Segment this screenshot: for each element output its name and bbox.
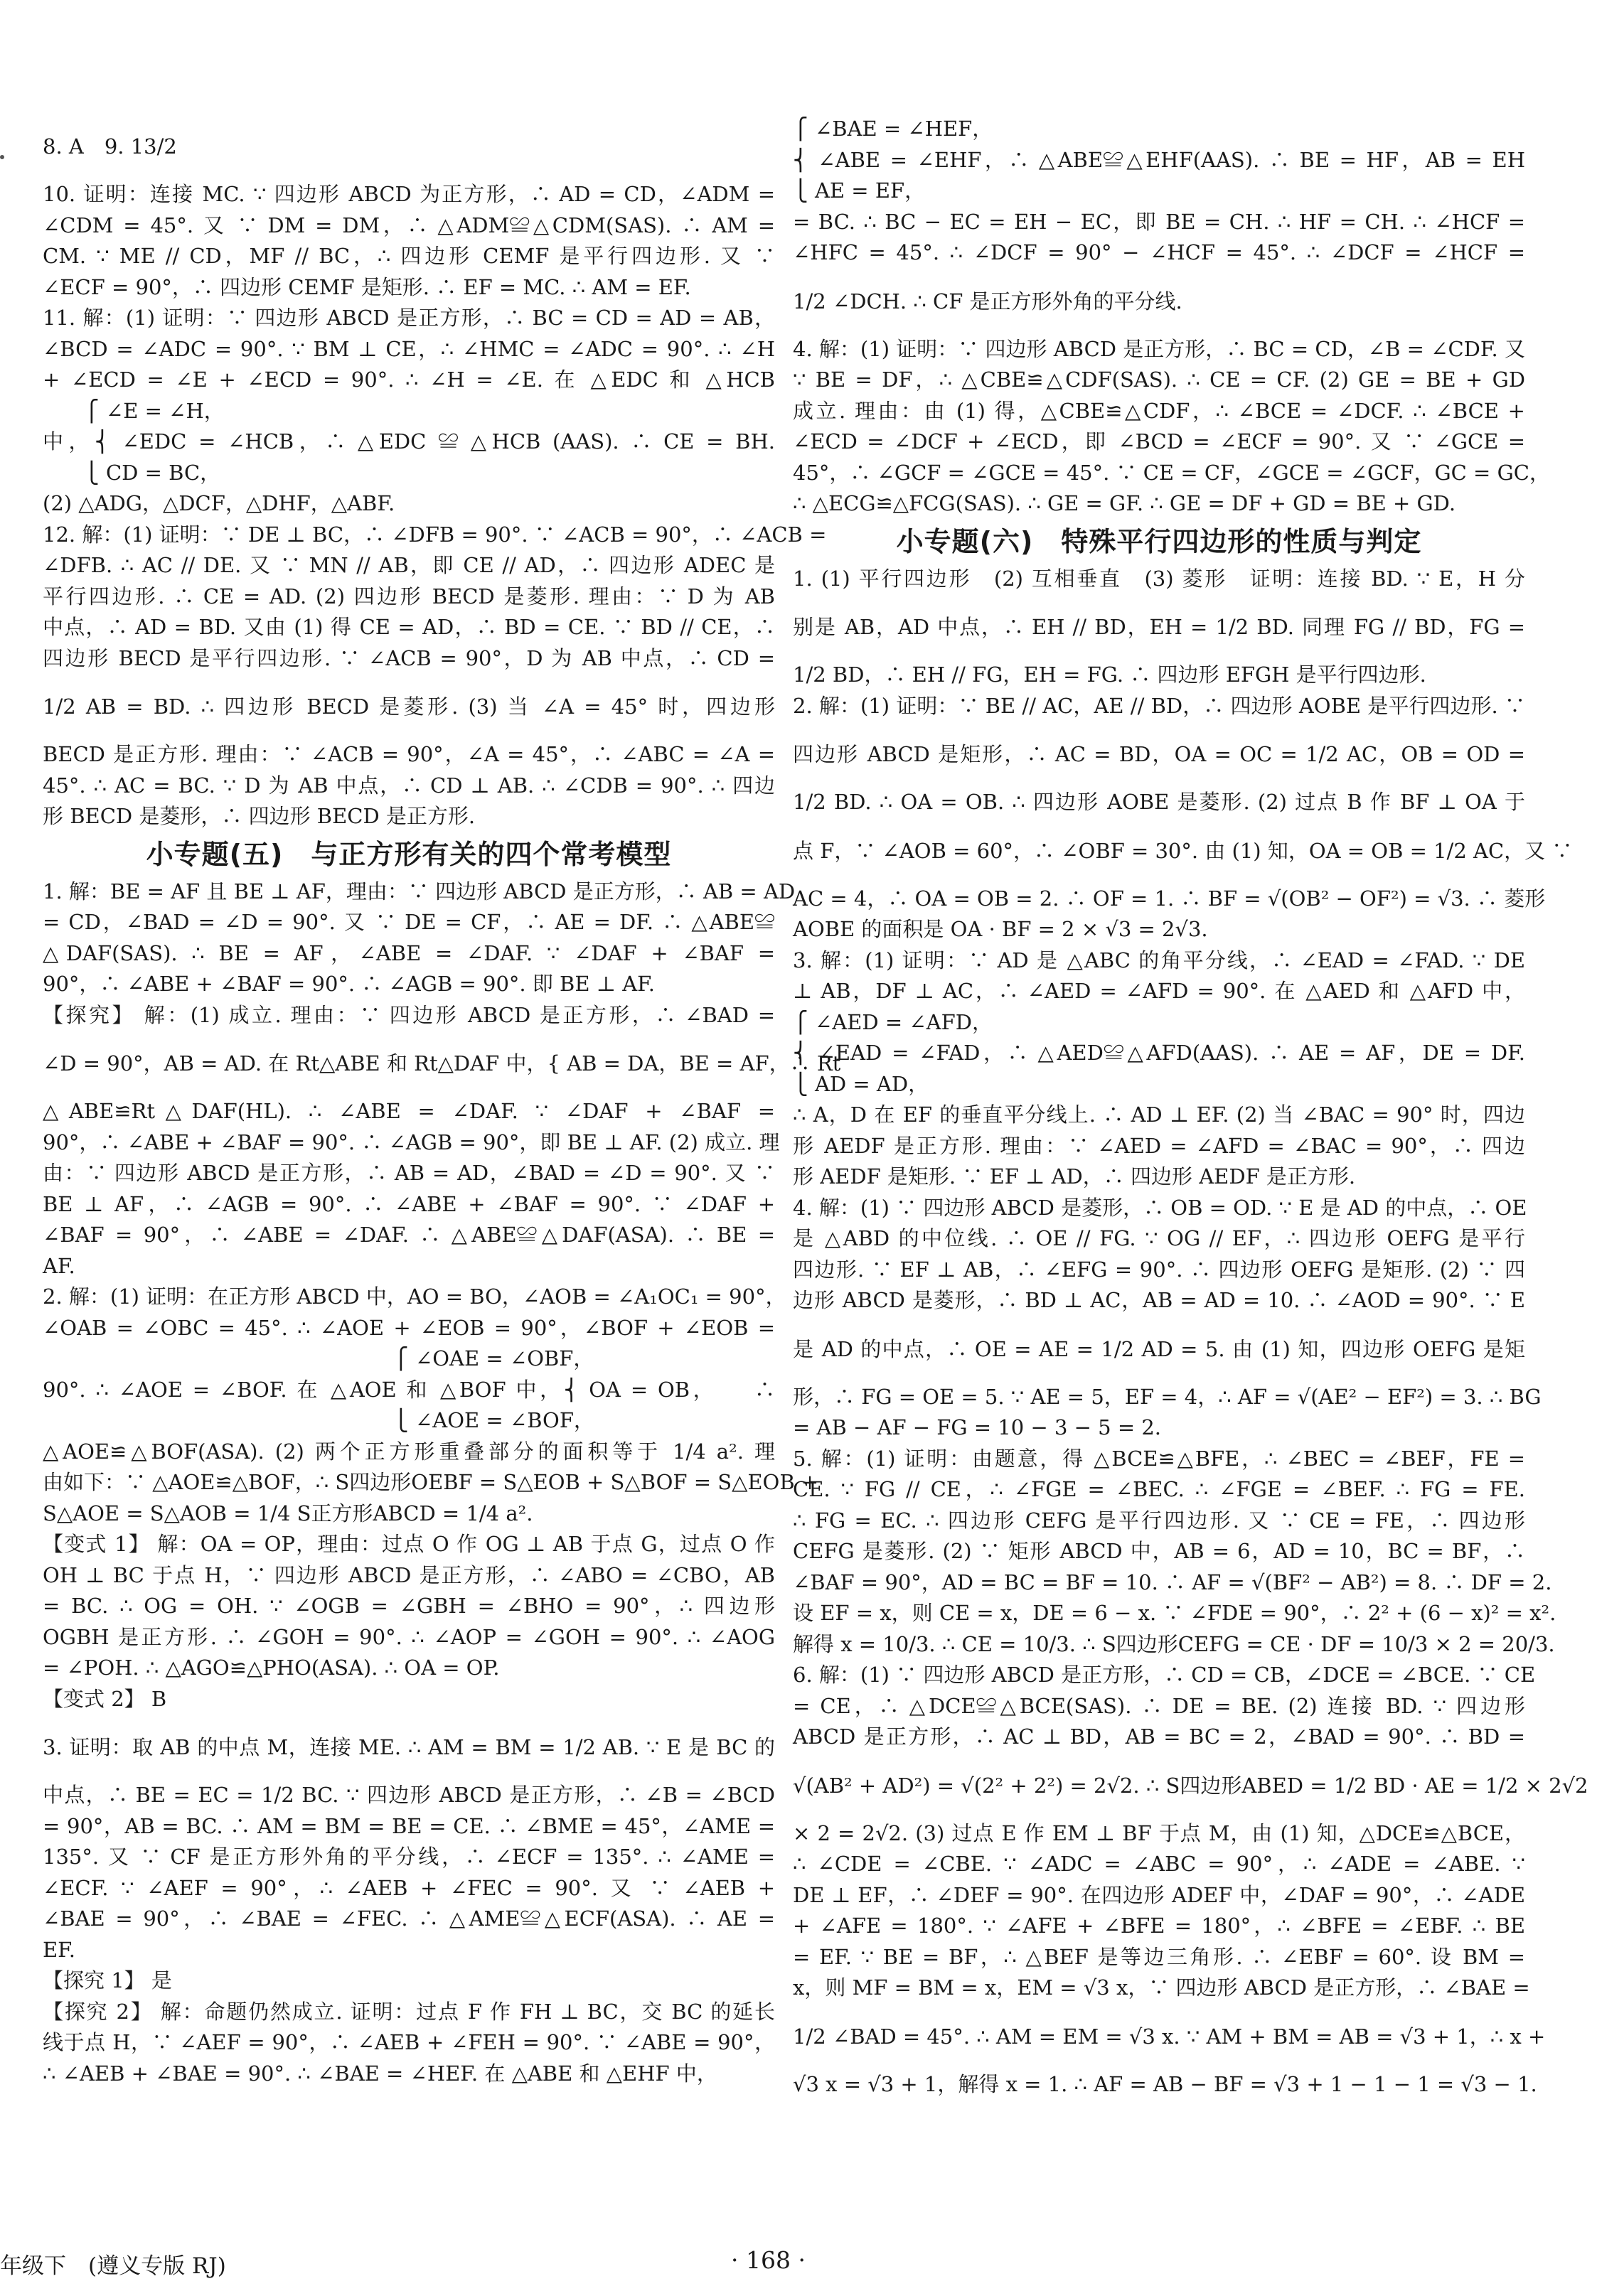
section-heading: 小专题(五) 与正方形有关的四个常考模型 xyxy=(146,838,672,870)
text-line: 是 △ABD 的中位线. ∴ OE // FG. ∵ OG // EF，∴ 四边形 OEFG 是平行 xyxy=(793,1226,1525,1250)
text-line: ∠BAF = 90°，∴ ∠ABE = ∠DAF. ∴ △ABE≌△DAF(ASA). ∴ BE = xyxy=(43,1223,775,1247)
left-column xyxy=(43,114,841,2089)
text-line: × 2 = 2√2. (3) 过点 E 作 EM ⊥ BF 于点 M，由 (1) 知，△DCE≌△BCE， xyxy=(793,1820,1525,1845)
text-line: 平行四边形. ∴ CE = AD. (2) 四边形 BECD 是菱形. 理由：∵ D 为 AB xyxy=(43,584,775,608)
text-line: ∠BAE = 90°，∴ ∠BAE = ∠FEC. ∴ △AME≌△ECF(ASA). ∴ AE = xyxy=(43,1906,775,1931)
text-line: 4. 解：(1) ∵ 四边形 ABCD 是菱形，∴ OB = OD. ∵ E 是 AD 的中点，∴ OE xyxy=(793,1195,1527,1220)
text-line: ∴ △ECG≌△FCG(SAS). ∴ GE = GF. ∴ GE = DF + GD = BE + GD. xyxy=(793,491,1456,515)
text-line: 3. 证明：取 AB 的中点 M，连接 ME. ∴ AM = BM = 1/2 AB. ∵ E 是 BC 的 xyxy=(43,1735,775,1759)
text-line: 1/2 BD，∴ EH // FG，EH = FG. ∴ 四边形 EFGH 是平行四边形. xyxy=(793,662,1426,687)
text-line: √(AB² + AD²) = √(2² + 2²) = 2√2. ∴ S四边形ABED = 1/2 BD · AE = 1/2 × 2√2 xyxy=(793,1773,1588,1798)
text-line: ⎨ ∠ABE = ∠EHF，∴ △ABE≌△EHF(AAS). ∴ BE = HF，AB = EH xyxy=(793,147,1525,172)
text-line: ∠HFC = 45°. ∴ ∠DCF = 90° − ∠HCF = 45°. ∴ ∠DCF = ∠HCF = xyxy=(793,240,1525,264)
text-line: 2. 解：(1) 证明：∵ BE // AC，AE // BD，∴ 四边形 AOBE 是平行四边形. ∵ xyxy=(793,693,1525,718)
text-line: 解得 x = 10/3. ∴ CE = 10/3. ∴ S四边形CEFG = CE · DF = 10/3 × 2 = 20/3. xyxy=(793,1631,1555,1656)
text-line: ABCD 是正方形，∴ AC ⊥ BD，AB = BC = 2，∠BAD = 90°. ∴ BD = xyxy=(793,1724,1525,1749)
text-line: 四边形 BECD 是平行四边形. ∵ ∠ACB = 90°，D 为 AB 中点，∴ CD = xyxy=(43,645,775,670)
margin-dot xyxy=(0,155,4,159)
text-line: △ABE≌Rt△DAF(HL). ∴ ∠ABE = ∠DAF. ∵ ∠DAF + ∠BAF = xyxy=(43,1099,775,1123)
text-line: ∠OAB = ∠OBC = 45°. ∴ ∠AOE + ∠EOB = 90°，∠BOF + ∠EOB = xyxy=(43,1315,775,1340)
text-line: 中，⎨ ∠EDC = ∠HCB，∴ △EDC ≌ △HCB (AAS). ∴ CE = BH. xyxy=(43,429,775,454)
text-line: ⎧ ∠AED = ∠AFD， xyxy=(793,1009,993,1034)
text-line: 形，∴ FG = OE = 5. ∵ AE = 5，EF = 4，∴ AF = √(AE² − EF²) = 3. ∴ BG xyxy=(793,1384,1542,1409)
text-line: ∠BCD = ∠ADC = 90°. ∵ BM ⊥ CE，∴ ∠HMC = ∠ADC = 90°. ∴ ∠H xyxy=(43,336,775,361)
text-line: 【变式 2】 B xyxy=(43,1686,167,1711)
text-line: 135°. 又 ∵ CF 是正方形外角的平分线，∴ ∠ECF = 135°. ∴ ∠AME = xyxy=(43,1845,775,1869)
text-line: OH ⊥ BC 于点 H，∵ 四边形 ABCD 是正方形，∴ ∠ABO = ∠CBO，AB xyxy=(43,1562,775,1587)
text-line: 2. 解：(1) 证明：在正方形 ABCD 中，AO = BO，∠AOB = ∠A₁OC₁ = 90°， xyxy=(43,1284,786,1309)
text-line: 10. 证明：连接 MC. ∵ 四边形 ABCD 为正方形，∴ AD = CD，∠ADM = xyxy=(43,182,775,206)
text-line: ⎧ ∠E = ∠H， xyxy=(43,398,225,423)
text-line: △DAF(SAS). ∴ BE = AF，∠ABE = ∠DAF. ∵ ∠DAF + ∠BAF = xyxy=(43,940,775,965)
text-line: x，则 MF = BM = x，EM = √3 x，∵ 四边形 ABCD 是正方形，∴ ∠BAE = xyxy=(793,1975,1530,2000)
text-line: 形 AEDF 是矩形. ∵ EF ⊥ AD，∴ 四边形 AEDF 是正方形. xyxy=(793,1164,1356,1189)
text-line: 8. A 9. 13/2 xyxy=(43,134,177,159)
text-line: 1/2 ∠DCH. ∴ CF 是正方形外角的平分线. xyxy=(793,289,1182,313)
text-line: = AB − AF − FG = 10 − 3 − 5 = 2. xyxy=(793,1415,1162,1439)
text-line: 点 F，∵ ∠AOB = 60°，∴ ∠OBF = 30°. 由 (1) 知，OA = OB = 1/2 AC，又 ∵ xyxy=(793,838,1573,863)
text-line: AF. xyxy=(43,1253,75,1278)
text-line: S△AOE = S△AOB = 1/4 S正方形ABCD = 1/4 a². xyxy=(43,1501,533,1525)
text-line: 形 AEDF 是正方形. 理由：∵ ∠AED = ∠AFD = ∠BAC = 90°，∴ 四边 xyxy=(793,1133,1525,1158)
text-line: 90°. ∴ ∠AOE = ∠BOF. 在 △AOE 和 △BOF 中，⎨ OA = OB， ∴ xyxy=(43,1377,775,1402)
text-line: ∠ECD = ∠DCF + ∠ECD，即 ∠BCD = ∠ECF = 90°. 又 ∵ ∠GCE = xyxy=(793,429,1525,454)
text-line: 形 BECD 是菱形，∴ 四边形 BECD 是正方形. xyxy=(43,804,476,828)
text-line: 3. 解：(1) 证明：∵ AD 是 △ABC 的角平分线，∴ ∠EAD = ∠FAD. ∵ DE xyxy=(793,948,1525,972)
text-line: 90°，∴ ∠ABE + ∠BAF = 90°. ∴ ∠AGB = 90°. 即 BE ⊥ AF. xyxy=(43,972,656,996)
text-line: 边形 ABCD 是菱形，∴ BD ⊥ AC，AB = AD = 10. ∴ ∠AOD = 90°. ∵ E xyxy=(793,1288,1525,1312)
text-line: = BC. ∴ BC − EC = EH − EC，即 BE = CH. ∴ HF = CH. ∴ ∠HCF = xyxy=(793,209,1525,234)
text-line: √3 x = √3 + 1，解得 x = 1. ∴ AF = AB − BF = √3 + 1 − 1 − 1 = √3 − 1. xyxy=(793,2071,1537,2096)
text-line: (2) △ADG，△DCF，△DHF，△ABF. xyxy=(43,491,395,515)
section-heading: 小专题(六) 特殊平行四边形的性质与判定 xyxy=(896,525,1422,557)
text-line: 是 AD 的中点，∴ OE = AE = 1/2 AD = 5. 由 (1) 知，四边形 OEFG 是矩 xyxy=(793,1336,1525,1361)
right-column xyxy=(793,114,1588,2100)
text-line: 由：∵ 四边形 ABCD 是正方形，∴ AB = AD，∠BAD = ∠D = 90°. 又 ∵ xyxy=(43,1161,775,1185)
text-line: 6. 解：(1) ∵ 四边形 ABCD 是正方形，∴ CD = CB，∠DCE = ∠BCE. ∵ CE xyxy=(793,1663,1536,1687)
text-line: AC = 4，∴ OA = OB = 2. ∴ OF = 1. ∴ BF = √(OB² − OF²) = √3. ∴ 菱形 xyxy=(793,886,1546,911)
text-line: 别是 AB，AD 中点，∴ EH // BD，EH = 1/2 BD. 同理 FG // BD，FG = xyxy=(793,615,1525,639)
footer-edition-label: 年级下 (遵义专版 RJ) xyxy=(0,2253,226,2279)
text-line: 5. 解：(1) 证明：由题意，得 △BCE≌△BFE，∴ ∠BEC = ∠BEF，FE = xyxy=(793,1446,1525,1471)
text-line: DE ⊥ EF，∴ ∠DEF = 90°. 在四边形 ADEF 中，∠DAF = 90°，∴ ∠ADE xyxy=(793,1882,1525,1907)
text-line: ⎩ AE = EF， xyxy=(793,178,926,203)
text-line: ∴ ∠CDE = ∠CBE. ∵ ∠ADC = ∠ABC = 90°，∴ ∠ADE = ∠ABE. ∵ xyxy=(793,1852,1525,1876)
text-line: BECD 是正方形. 理由：∵ ∠ACB = 90°，∠A = 45°，∴ ∠ABC = ∠A = xyxy=(43,742,775,766)
text-line: = CE，∴ △DCE≌△BCE(SAS). ∴ DE = BE. (2) 连接 BD. ∵ 四边形 xyxy=(793,1693,1525,1718)
text-line: ⎧ ∠OAE = ∠OBF， xyxy=(43,1346,594,1370)
text-line: 4. 解：(1) 证明：∵ 四边形 ABCD 是正方形，∴ BC = CD，∠B = ∠CDF. 又 xyxy=(793,336,1525,361)
text-line: CEFG 是菱形. (2) ∵ 矩形 ABCD 中，AB = 6，AD = 10，BC = BF，∴ xyxy=(793,1539,1525,1563)
text-line: 45°. ∴ AC = BC. ∵ D 为 AB 中点，∴ CD ⊥ AB. ∴ ∠CDB = 90°. ∴ 四边 xyxy=(43,773,775,798)
text-line: OGBH 是正方形. ∴ ∠GOH = 90°. ∴ ∠AOP = ∠GOH = 90°. ∴ ∠AOG xyxy=(43,1624,775,1649)
text-line: ∠ECF = 90°，∴ 四边形 CEMF 是矩形. ∴ EF = MC. ∴ AM = EF. xyxy=(43,274,691,299)
text-line: ⎩ ∠AOE = ∠BOF， xyxy=(43,1408,594,1432)
text-line: 中点，∴ BE = EC = 1/2 BC. ∵ 四边形 ABCD 是正方形，∴ ∠B = ∠BCD xyxy=(43,1783,775,1807)
text-line: 【探究】 解：(1) 成立. 理由：∵ 四边形 ABCD 是正方形，∴ ∠BAD = xyxy=(43,1002,775,1027)
text-line: 11. 解：(1) 证明：∵ 四边形 ABCD 是正方形，∴ BC = CD = AD = AB， xyxy=(43,306,775,330)
text-line: ∴ FG = EC. ∴ 四边形 CEFG 是平行四边形. 又 ∵ CE = FE，∴ 四边形 xyxy=(793,1508,1525,1533)
text-line: = ∠POH. ∴ △AGO≌△PHO(ASA). ∴ OA = OP. xyxy=(43,1656,500,1680)
text-line: = 90°，AB = BC. ∴ AM = BM = BE = CE. ∴ ∠BME = 45°，∠AME = xyxy=(43,1813,775,1838)
text-line: 【变式 1】 解：OA = OP，理由：过点 O 作 OG ⊥ AB 于点 G，过点 O 作 xyxy=(43,1532,775,1556)
text-line: 四边形 ABCD 是矩形，∴ AC = BD，OA = OC = 1/2 AC，OB = OD = xyxy=(793,742,1525,766)
text-line: 【探究 2】 解：命题仍然成立. 证明：过点 F 作 FH ⊥ BC，交 BC 的延长 xyxy=(43,1999,775,2024)
text-line: AOBE 的面积是 OA · BF = 2 × √3 = 2√3. xyxy=(793,917,1208,941)
text-line: EF. xyxy=(43,1937,75,1962)
text-line: 设 EF = x，则 CE = x，DE = 6 − x. ∵ ∠FDE = 90°，∴ 2² + (6 − x)² = x². xyxy=(793,1601,1556,1625)
text-line: 1/2 ∠BAD = 45°. ∴ AM = EM = √3 x. ∵ AM + BM = AB = √3 + 1，∴ x + xyxy=(793,2024,1546,2049)
text-line: △AOE≌△BOF(ASA). (2) 两个正方形重叠部分的面积等于 1/4 a². 理 xyxy=(43,1439,775,1464)
text-line: + ∠ECD = ∠E + ∠ECD = 90°. ∴ ∠H = ∠E. 在 △EDC 和 △HCB xyxy=(43,368,775,392)
text-line: CE. ∵ FG // CE，∴ ∠FGE = ∠BEC. ∴ ∠FGE = ∠BEF. ∴ FG = FE. xyxy=(793,1477,1525,1501)
text-line: = CD，∠BAD = ∠D = 90°. 又 ∵ DE = CF，∴ AE = DF. ∴ △ABE≌ xyxy=(43,910,775,934)
text-line: 45°，∴ ∠GCF = ∠GCE = 45°. ∵ CE = CF，∠GCE = ∠GCF，GC = GC， xyxy=(793,460,1550,485)
text-line: ∵ BE = DF，∴ △CBE≌△CDF(SAS). ∴ CE = CF. (2) GE = BE + GD xyxy=(793,368,1525,392)
text-line: 【探究 1】 是 xyxy=(43,1968,172,1992)
text-line: ∠ECF. ∵ ∠AEF = 90°，∴ ∠AEB + ∠FEC = 90°. 又 ∵ ∠AEB + xyxy=(43,1875,775,1900)
text-line: 1. (1) 平行四边形 (2) 互相垂直 (3) 菱形 证明：连接 BD. ∵ E，H 分 xyxy=(793,566,1525,591)
text-line: ⎨ ∠EAD = ∠FAD，∴ △AED≌△AFD(AAS). ∴ AE = AF，DE = DF. xyxy=(793,1041,1525,1065)
text-line: 12. 解：(1) 证明：∵ DE ⊥ BC，∴ ∠DFB = 90°. ∵ ∠ACB = 90°，∴ ∠ACB = xyxy=(43,522,827,547)
text-line: 四边形. ∵ EF ⊥ AB，∴ ∠EFG = 90°. ∴ 四边形 OEFG 是矩形. (2) ∵ 四 xyxy=(793,1257,1525,1282)
text-line: CM. ∵ ME // CD，MF // BC，∴ 四边形 CEMF 是平行四边形. 又 ∵ xyxy=(43,244,775,268)
text-line: 1/2 BD. ∴ OA = OB. ∴ 四边形 AOBE 是菱形. (2) 过点 B 作 BF ⊥ OA 于 xyxy=(793,790,1525,814)
text-line: 1/2 AB = BD. ∴ 四边形 BECD 是菱形. (3) 当 ∠A = 45° 时，四边形 xyxy=(43,694,775,719)
page-number: · 168 · xyxy=(731,2246,806,2274)
text-line: + ∠AFE = 180°. ∵ ∠AFE + ∠BFE = 180°，∴ ∠BFE = ∠EBF. ∴ BE xyxy=(793,1914,1525,1938)
text-line: = BC. ∴ OG = OH. ∵ ∠OGB = ∠GBH = ∠BHO = 90°，∴ 四边形 xyxy=(43,1594,775,1618)
text-line: 中点，∴ AD = BD. 又由 (1) 得 CE = AD，∴ BD = CE. ∵ BD // CE，∴ xyxy=(43,615,775,639)
text-line: ⎩ AD = AD， xyxy=(793,1071,929,1096)
text-line: BE ⊥ AF，∴ ∠AGB = 90°. ∴ ∠ABE + ∠BAF = 90°. ∵ ∠DAF + xyxy=(43,1191,775,1216)
text-line: ⊥ AB，DF ⊥ AC，∴ ∠AED = ∠AFD = 90°. 在 △AED 和 △AFD 中， xyxy=(793,979,1525,1003)
text-line: ⎧ ∠BAE = ∠HEF， xyxy=(793,117,993,141)
text-line: 成立. 理由：由 (1) 得，△CBE≌△CDF，∴ ∠BCE = ∠DCF. ∴ ∠BCE + xyxy=(793,398,1525,423)
text-line: = EF. ∵ BE = BF，∴ △BEF 是等边三角形. ∴ ∠EBF = 60°. 设 BM = xyxy=(793,1944,1525,1969)
text-line: 90°，∴ ∠ABE + ∠BAF = 90°. ∴ ∠AGB = 90°，即 BE ⊥ AF. (2) 成立. 理 xyxy=(43,1130,780,1154)
text-line: 线于点 H，∵ ∠AEF = 90°，∴ ∠AEB + ∠FEH = 90°. ∵ ∠ABE = 90°， xyxy=(43,2030,775,2054)
text-line: ∠BAF = 90°，AD = BC = BF = 10. ∴ AF = √(BF² − AB²) = 8. ∴ DF = 2. xyxy=(793,1570,1552,1594)
text-line: 由如下：∵ △AOE≌△BOF，∴ S四边形OEBF = S△EOB + S△BOF = S△EOB + xyxy=(43,1470,819,1494)
text-line: ∴ A，D 在 EF 的垂直平分线上. ∴ AD ⊥ EF. (2) 当 ∠BAC = 90° 时，四边 xyxy=(793,1103,1525,1127)
text-line: ∠CDM = 45°. 又 ∵ DM = DM，∴ △ADM≌△CDM(SAS). ∴ AM = xyxy=(43,213,775,237)
text-line: ∠DFB. ∴ AC // DE. 又 ∵ MN // AB，即 CE // AD，∴ 四边形 ADEC 是 xyxy=(43,553,775,577)
text-line: 1. 解：BE = AF 且 BE ⊥ AF，理由：∵ 四边形 ABCD 是正方形，∴ AB = AD xyxy=(43,879,796,903)
text-line: ⎩ CD = BC， xyxy=(43,460,221,485)
text-line: ∴ ∠AEB + ∠BAE = 90°. ∴ ∠BAE = ∠HEF. 在 △ABE 和 △EHF 中， xyxy=(43,2061,717,2086)
text-line: ∠D = 90°，AB = AD. 在 Rt△ABE 和 Rt△DAF 中，{ AB = DA，BE = AF，∴ Rt xyxy=(43,1051,841,1075)
